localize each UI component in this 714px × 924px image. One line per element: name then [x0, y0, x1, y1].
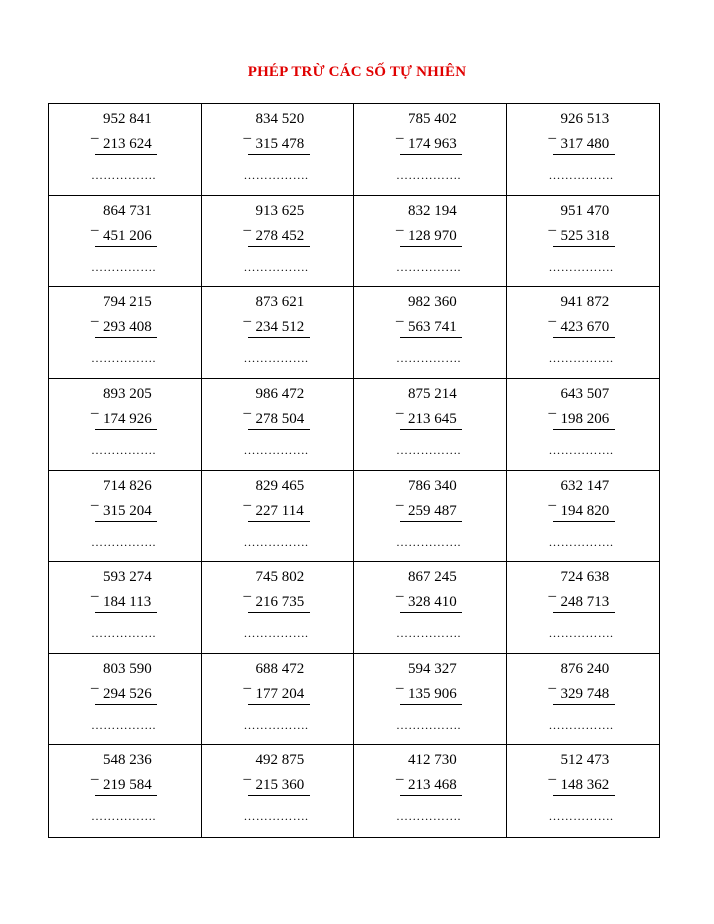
problem-cell [49, 379, 202, 471]
problem-cell [49, 654, 202, 746]
problem-cell [202, 562, 355, 654]
subtraction-line [95, 521, 157, 522]
subtraction-line [400, 704, 462, 705]
problem-cell [354, 287, 507, 379]
minuend: 982 360 [408, 294, 457, 311]
answer-blank[interactable]: ……………. [243, 168, 309, 182]
subtrahend: 227 114 [255, 502, 304, 519]
minuend: 794 215 [103, 294, 152, 311]
minus-sign: _ [243, 674, 251, 691]
answer-blank[interactable]: ……………. [396, 351, 461, 366]
answer-blank[interactable]: ……………. [396, 168, 461, 182]
subtraction-line [400, 154, 462, 155]
subtraction-line [95, 704, 157, 705]
problem-cell [202, 745, 355, 837]
answer-blank[interactable]: ……………. [243, 534, 309, 549]
subtrahend: 216 735 [255, 594, 305, 611]
answer-blank[interactable]: ……………. [396, 626, 461, 641]
problem-cell [49, 104, 202, 196]
subtrahend: 278 452 [255, 227, 305, 244]
subtraction-line [248, 154, 310, 155]
subtrahend: 234 512 [255, 319, 305, 336]
answer-blank[interactable]: ……………. [548, 259, 614, 274]
minus-sign: _ [548, 125, 556, 141]
problem-cell [49, 745, 202, 837]
problem-cell [354, 471, 507, 563]
subtraction-line [95, 429, 157, 430]
answer-blank[interactable]: ……………. [396, 534, 461, 549]
answer-blank[interactable]: ……………. [91, 717, 156, 732]
answer-blank[interactable]: ……………. [396, 717, 461, 732]
minus-sign: _ [548, 308, 556, 325]
subtrahend: 278 504 [255, 410, 305, 427]
minuend: 688 472 [255, 660, 305, 677]
subtrahend: 315 478 [255, 136, 305, 152]
subtraction-line [248, 429, 310, 430]
minuend: 986 472 [255, 385, 305, 402]
subtrahend: 259 487 [408, 502, 457, 519]
answer-blank[interactable]: ……………. [91, 351, 156, 366]
subtraction-line [400, 337, 462, 338]
subtrahend: 293 408 [103, 319, 152, 336]
subtrahend: 198 206 [560, 410, 610, 427]
problem-cell [49, 287, 202, 379]
minus-sign: _ [548, 216, 556, 233]
subtrahend: 213 468 [408, 777, 457, 794]
answer-blank[interactable]: ……………. [548, 809, 614, 824]
subtrahend: 128 970 [408, 227, 457, 244]
minus-sign: _ [396, 674, 404, 691]
minuend: 893 205 [103, 385, 152, 402]
subtrahend: 525 318 [560, 227, 610, 244]
answer-blank[interactable]: ……………. [91, 442, 156, 457]
minuend: 913 625 [255, 202, 305, 219]
subtraction-line [248, 246, 310, 247]
problem-cell [354, 654, 507, 746]
subtraction-line [95, 337, 157, 338]
problem-cell [49, 562, 202, 654]
answer-blank[interactable]: ……………. [91, 626, 156, 641]
answer-blank[interactable]: ……………. [243, 442, 309, 457]
minuend: 952 841 [103, 111, 152, 127]
subtraction-line [248, 795, 310, 796]
answer-blank[interactable]: ……………. [243, 259, 309, 274]
answer-blank[interactable]: ……………. [243, 351, 309, 366]
answer-blank[interactable]: ……………. [396, 442, 461, 457]
answer-blank[interactable]: ……………. [548, 717, 614, 732]
subtrahend: 135 906 [408, 685, 457, 702]
subtraction-line [553, 337, 615, 338]
problem-cell [202, 196, 355, 288]
minuend: 832 194 [408, 202, 457, 219]
answer-blank[interactable]: ……………. [548, 442, 614, 457]
minuend: 876 240 [560, 660, 610, 677]
subtrahend: 329 748 [560, 685, 610, 702]
problem-cell [49, 196, 202, 288]
minuend: 786 340 [408, 477, 457, 494]
subtraction-line [248, 521, 310, 522]
minuend: 951 470 [560, 202, 610, 219]
minuend: 829 465 [255, 477, 305, 494]
answer-blank[interactable]: ……………. [91, 534, 156, 549]
problem-cell [202, 287, 355, 379]
minuend: 873 621 [255, 294, 305, 311]
answer-blank[interactable]: ……………. [91, 259, 156, 274]
minuend: 512 473 [560, 752, 610, 769]
answer-blank[interactable]: ……………. [396, 259, 461, 274]
answer-blank[interactable]: ……………. [243, 626, 309, 641]
answer-blank[interactable]: ……………. [548, 351, 614, 366]
minus-sign: _ [548, 399, 556, 416]
minus-sign: _ [396, 583, 404, 600]
problem-cell [507, 104, 660, 196]
problem-cell [507, 379, 660, 471]
minuend: 714 826 [103, 477, 152, 494]
subtrahend: 213 624 [103, 136, 152, 152]
subtraction-line [400, 429, 462, 430]
minus-sign: _ [396, 491, 404, 508]
subtraction-line [95, 154, 157, 155]
answer-blank[interactable]: ……………. [243, 809, 309, 824]
subtraction-line [400, 521, 462, 522]
minus-sign: _ [548, 491, 556, 508]
subtraction-line [553, 612, 615, 613]
problem-cell [49, 471, 202, 563]
subtraction-line [95, 612, 157, 613]
minus-sign: _ [396, 766, 404, 783]
problem-cell [354, 379, 507, 471]
subtraction-line [248, 612, 310, 613]
problem-cell [202, 471, 355, 563]
problem-cell [354, 196, 507, 288]
minus-sign: _ [548, 583, 556, 600]
subtrahend: 148 362 [560, 777, 610, 794]
answer-blank[interactable]: ……………. [396, 809, 461, 824]
minus-sign: _ [243, 583, 251, 600]
subtrahend: 423 670 [560, 319, 610, 336]
subtraction-line [553, 246, 615, 247]
minus-sign: _ [396, 399, 404, 416]
minuend: 643 507 [560, 385, 610, 402]
subtraction-line [248, 337, 310, 338]
minus-sign: _ [91, 125, 99, 141]
subtraction-line [553, 704, 615, 705]
subtrahend: 317 480 [560, 136, 610, 152]
problem-cell [202, 104, 355, 196]
minuend: 632 147 [560, 477, 610, 494]
problem-cell [507, 287, 660, 379]
subtrahend: 174 926 [103, 410, 152, 427]
minus-sign: _ [396, 125, 404, 141]
problem-cell [354, 104, 507, 196]
problem-cell [354, 745, 507, 837]
minus-sign: _ [91, 399, 99, 416]
minuend: 803 590 [103, 660, 152, 677]
minuend: 941 872 [560, 294, 610, 311]
minuend: 412 730 [408, 752, 457, 769]
answer-blank[interactable]: ……………. [548, 626, 614, 641]
minuend: 785 402 [408, 111, 457, 127]
problem-cell [507, 745, 660, 837]
minus-sign: _ [396, 308, 404, 325]
problem-cell [202, 654, 355, 746]
subtrahend: 451 206 [103, 227, 152, 244]
minus-sign: _ [243, 766, 251, 783]
minuend: 926 513 [560, 111, 610, 127]
subtraction-line [95, 246, 157, 247]
page-title: PHÉP TRỪ CÁC SỐ TỰ NHIÊN [247, 64, 467, 80]
subtraction-line [553, 429, 615, 430]
problem-cell [507, 562, 660, 654]
minuend: 492 875 [255, 752, 305, 769]
answer-blank[interactable]: ……………. [243, 717, 309, 732]
subtrahend: 184 113 [103, 594, 152, 611]
subtraction-line [95, 795, 157, 796]
subtraction-line [553, 521, 615, 522]
subtrahend: 194 820 [560, 502, 610, 519]
minuend: 867 245 [408, 569, 457, 586]
subtrahend: 563 741 [408, 319, 457, 336]
subtraction-line [248, 704, 310, 705]
minuend: 864 731 [103, 202, 152, 219]
minuend: 745 802 [255, 569, 305, 586]
problem-cell [507, 471, 660, 563]
subtraction-line [553, 154, 615, 155]
minus-sign: _ [91, 216, 99, 233]
minuend: 548 236 [103, 752, 152, 769]
subtrahend: 174 963 [408, 136, 457, 152]
problem-cell [507, 654, 660, 746]
subtraction-line [400, 795, 462, 796]
minuend: 834 520 [255, 111, 305, 127]
subtrahend: 294 526 [103, 685, 152, 702]
minus-sign: _ [548, 766, 556, 783]
minus-sign: _ [396, 216, 404, 233]
minus-sign: _ [243, 399, 251, 416]
subtraction-table [48, 103, 660, 838]
subtrahend: 213 645 [408, 410, 457, 427]
minus-sign: _ [243, 491, 251, 508]
minus-sign: _ [243, 308, 251, 325]
subtrahend: 219 584 [103, 777, 152, 794]
problem-cell [507, 196, 660, 288]
minus-sign: _ [91, 766, 99, 783]
subtrahend: 315 204 [103, 502, 152, 519]
minus-sign: _ [91, 583, 99, 600]
subtraction-line [553, 795, 615, 796]
subtraction-line [400, 612, 462, 613]
minus-sign: _ [91, 491, 99, 508]
minus-sign: _ [91, 308, 99, 325]
minuend: 875 214 [408, 385, 457, 402]
subtrahend: 328 410 [408, 594, 457, 611]
minus-sign: _ [243, 125, 251, 141]
subtrahend: 215 360 [255, 777, 305, 794]
subtraction-line [400, 246, 462, 247]
problem-cell [202, 379, 355, 471]
minus-sign: _ [243, 216, 251, 233]
minuend: 594 327 [408, 660, 457, 677]
answer-blank[interactable]: ……………. [91, 809, 156, 824]
minus-sign: _ [548, 674, 556, 691]
subtrahend: 177 204 [255, 685, 305, 702]
answer-blank[interactable]: ……………. [548, 534, 614, 549]
problem-cell [354, 562, 507, 654]
answer-blank[interactable]: ……………. [548, 168, 614, 182]
subtrahend: 248 713 [560, 594, 610, 611]
answer-blank[interactable]: ……………. [91, 168, 156, 182]
minuend: 724 638 [560, 569, 610, 586]
minuend: 593 274 [103, 569, 152, 586]
minus-sign: _ [91, 674, 99, 691]
